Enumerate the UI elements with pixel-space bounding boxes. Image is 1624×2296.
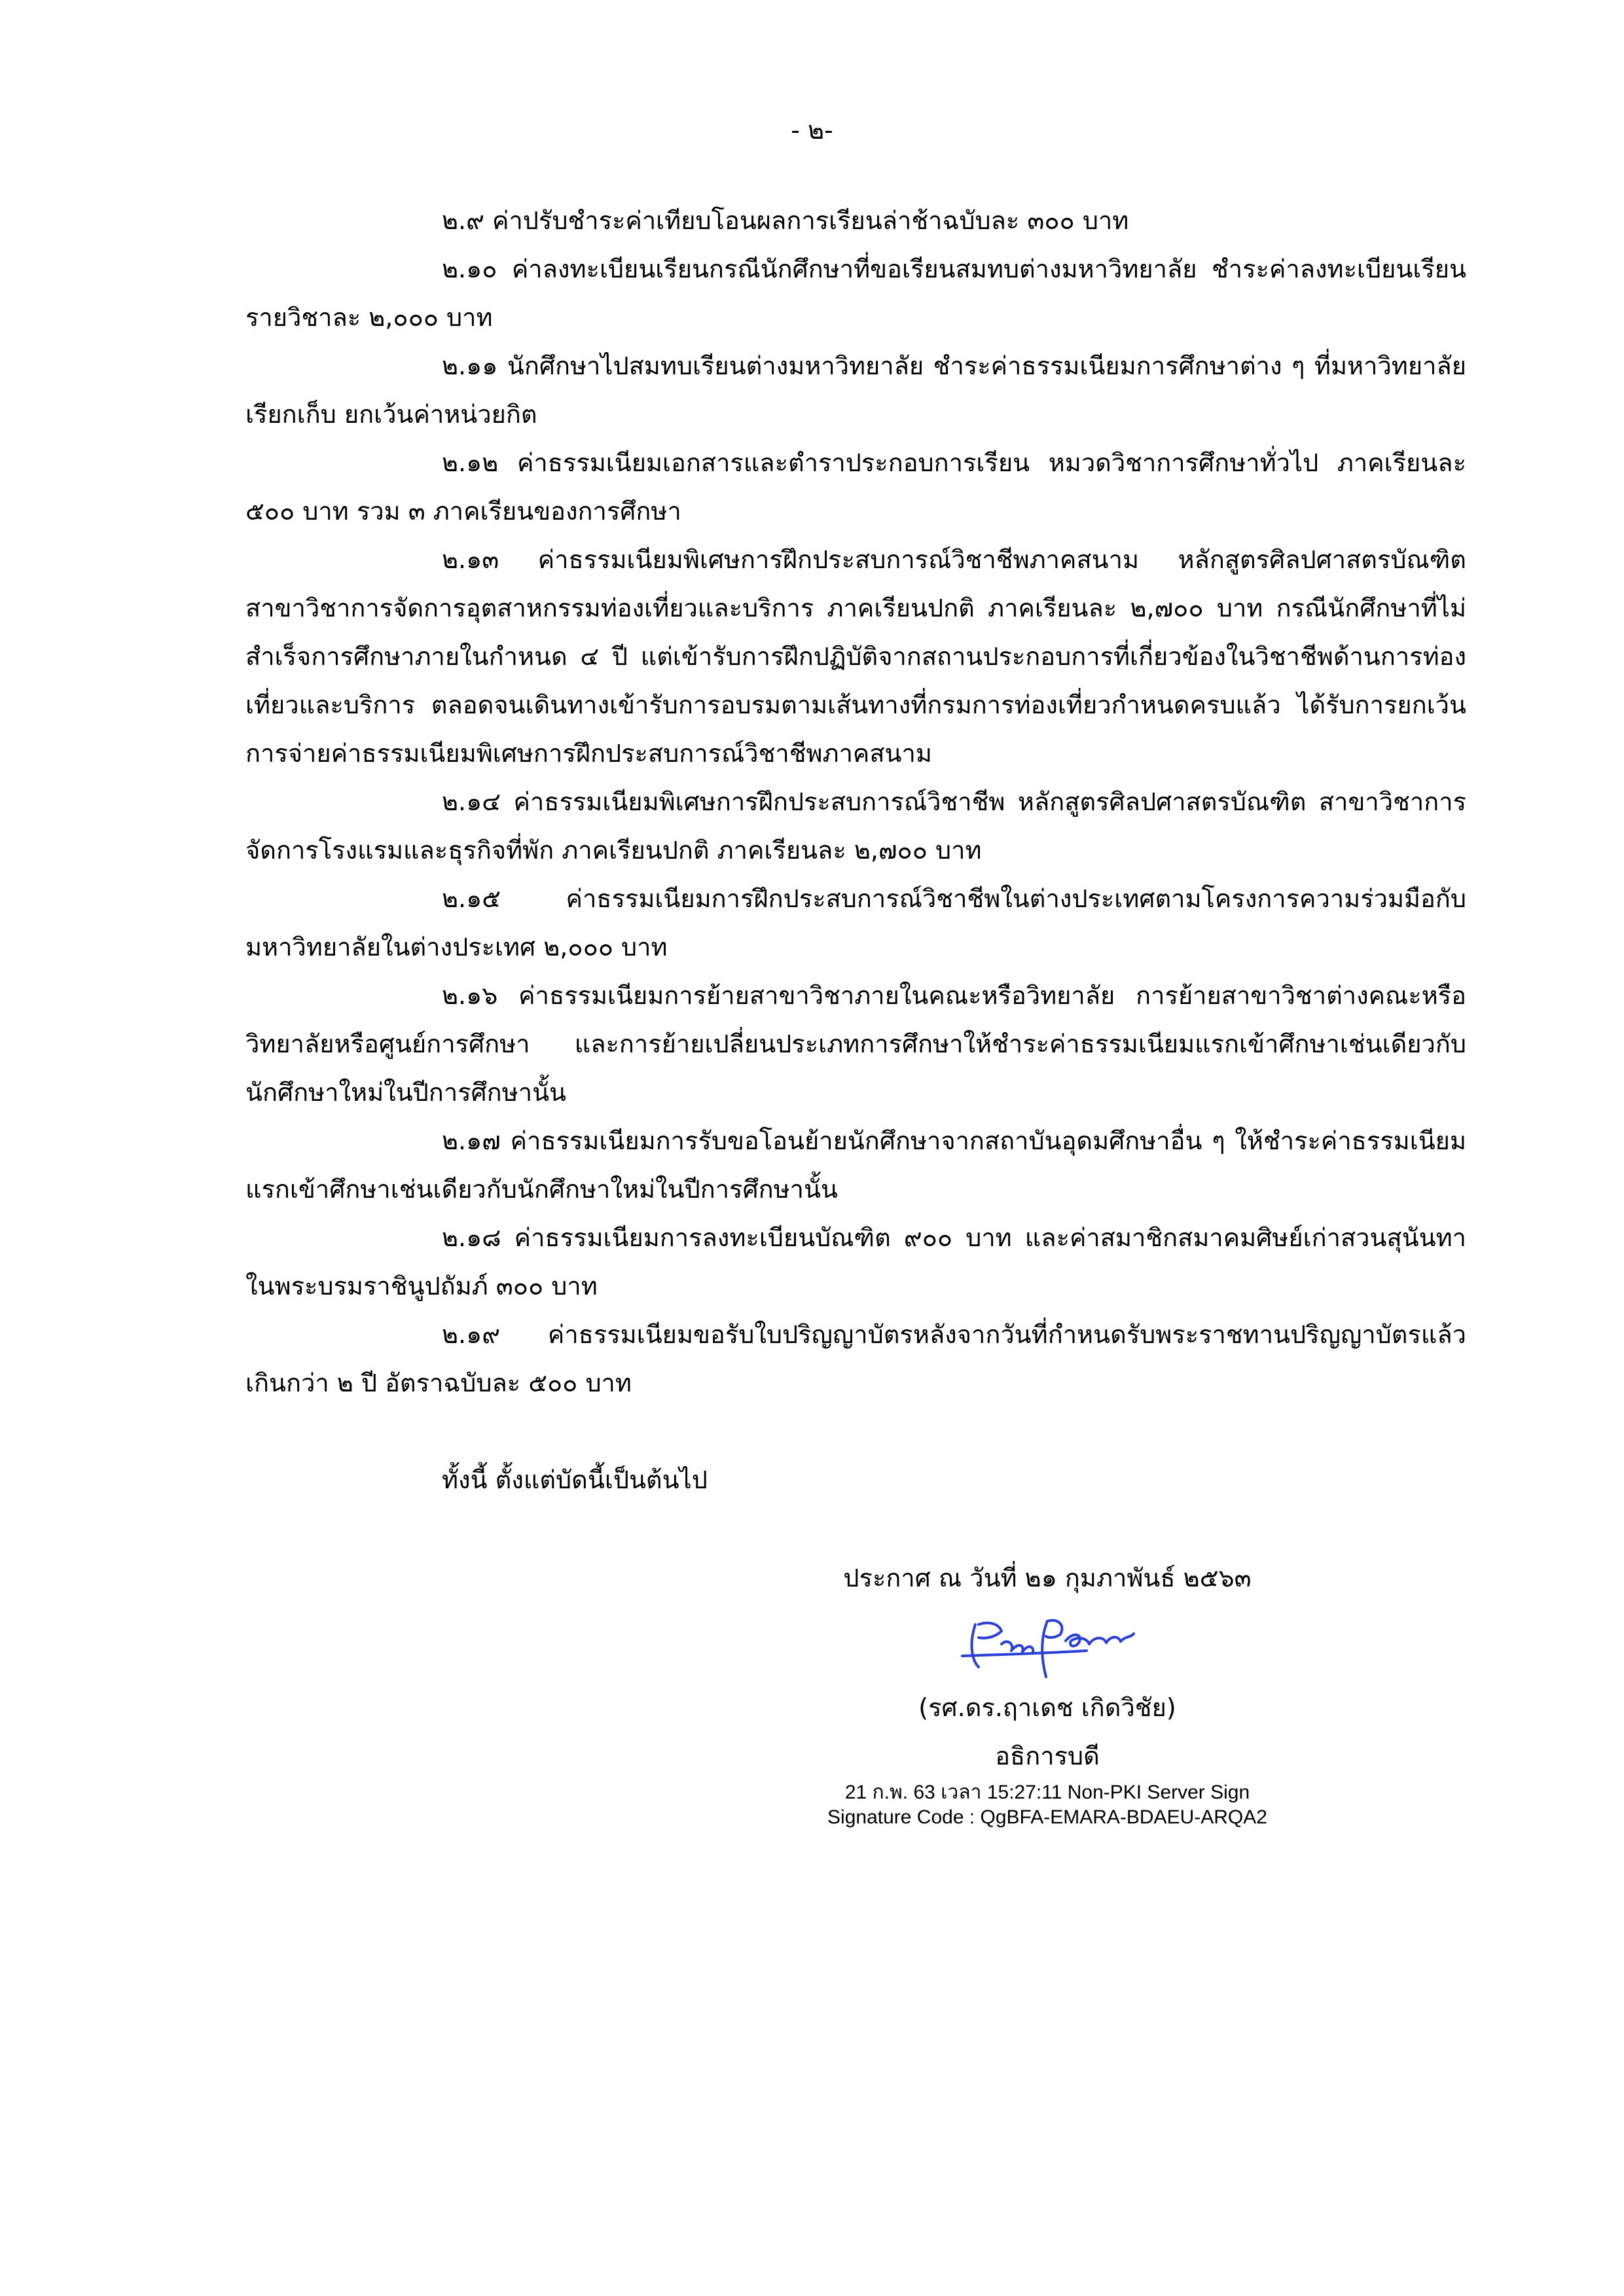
clause-2-14: ๒.๑๔ ค่าธรรมเนียมพิเศษการฝึกประสบการณ์วิชาชีพ หลักสูตรศิลปศาสตรบัณฑิต สาขาวิชาการจัดการโรงแรมและธุรกิจที่พัก ภาคเรียนปกติ ภาคเรียนละ ๒,๗๐๐ บาท <box>245 787 1466 865</box>
electronic-sign-timestamp: 21 ก.พ. 63 เวลา 15:27:11 Non-PKI Server Sign <box>844 1782 1250 1803</box>
document-body <box>245 196 1466 1504</box>
page-number: - ๒- <box>791 116 833 145</box>
clause-2-9: ๒.๙ ค่าปรับชำระค่าเทียบโอนผลการเรียนล่าช้าฉบับละ ๓๐๐ บาท <box>442 206 1129 235</box>
clause-2-17: ๒.๑๗ ค่าธรรมเนียมการรับขอโอนย้ายนักศึกษาจากสถาบันอุดมศึกษาอื่น ๆ ให้ชำระค่าธรรมเนียมแรกเข้าศึกษาเช่นเดียวกับนักศึกษาใหม่ในปีการศึกษานั้น <box>245 1126 1466 1204</box>
signature-code: Signature Code : QgBFA-EMARA-BDAEU-ARQA2 <box>827 1806 1267 1828</box>
clause-2-19: ๒.๑๙ ค่าธรรมเนียมขอรับใบปริญญาบัตรหลังจากวันที่กำหนดรับพระราชทานปริญญาบัตรแล้วเกินกว่า ๒ ปี อัตราฉบับละ ๕๐๐ บาท <box>245 1320 1466 1397</box>
signature-block <box>759 1554 1335 1830</box>
signer-title: อธิการบดี <box>995 1742 1100 1770</box>
clause-2-10: ๒.๑๐ ค่าลงทะเบียนเรียนกรณีนักศึกษาที่ขอเรียนสมทบต่างมหาวิทยาลัย ชำระค่าลงทะเบียนเรียนรายวิชาละ ๒,๐๐๐ บาท <box>245 255 1466 332</box>
handwritten-signature <box>949 1605 1146 1683</box>
clause-2-15: ๒.๑๕ ค่าธรรมเนียมการฝึกประสบการณ์วิชาชีพในต่างประเทศตามโครงการความร่วมมือกับมหาวิทยาลัยในต่างประเทศ ๒,๐๐๐ บาท <box>245 884 1466 961</box>
clause-2-13: ๒.๑๓ ค่าธรรมเนียมพิเศษการฝึกประสบการณ์วิชาชีพภาคสนาม หลักสูตรศิลปศาสตรบัณฑิต สาขาวิชาการจัดการอุตสาหกรรมท่องเที่ยวและบริการ ภาคเรียนปกติ ภาคเรียนละ ๒,๗๐๐ บาท กรณีนักศึกษาที่ไม่สำเร็จการศึกษาภายในกำหนด ๔ ปี แต่เข้ารับการฝึกปฏิบัติจากสถานประกอบการที่เกี่ยวข้องในวิชาชีพด้านการท่องเที่ยวและบริการ ตลอดจนเดินทางเข้ารับการอบรมตามเส้นทางที่กรมการท่องเที่ยวกำหนดครบแล้ว ได้รับการยกเว้นการจ่ายค่าธรรมเนียมพิเศษการฝึกประสบการณ์วิชาชีพภาคสนาม <box>245 545 1466 768</box>
clause-2-16: ๒.๑๖ ค่าธรรมเนียมการย้ายสาขาวิชาภายในคณะหรือวิทยาลัย การย้ายสาขาวิชาต่างคณะหรือวิทยาลัยหรือศูนย์การศึกษา และการย้ายเปลี่ยนประเภทการศึกษาให้ชำระค่าธรรมเนียมแรกเข้าศึกษาเช่นเดียวกับนักศึกษาใหม่ในปีการศึกษานั้น <box>245 981 1466 1107</box>
closing-statement: ทั้งนี้ ตั้งแต่บัดนี้เป็นต้นไป <box>442 1465 708 1494</box>
announcement-date: ประกาศ ณ วันที่ ๒๑ กุมภาพันธ์ ๒๕๖๓ <box>843 1564 1252 1592</box>
clause-2-12: ๒.๑๒ ค่าธรรมเนียมเอกสารและตำราประกอบการเรียน หมวดวิชาการศึกษาทั่วไป ภาคเรียนละ ๕๐๐ บาท รวม ๓ ภาคเรียนของการศึกษา <box>245 448 1466 526</box>
signer-name: (รศ.ดร.ฤาเดช เกิดวิชัย) <box>918 1693 1176 1722</box>
clause-2-18: ๒.๑๘ ค่าธรรมเนียมการลงทะเบียนบัณฑิต ๙๐๐ บาท และค่าสมาชิกสมาคมศิษย์เก่าสวนสุนันทาในพระบรมราชินูปถัมภ์ ๓๐๐ บาท <box>245 1223 1466 1300</box>
clause-2-11: ๒.๑๑ นักศึกษาไปสมทบเรียนต่างมหาวิทยาลัย ชำระค่าธรรมเนียมการศึกษาต่าง ๆ ที่มหาวิทยาลัยเรียกเก็บ ยกเว้นค่าหน่วยกิต <box>245 351 1466 429</box>
